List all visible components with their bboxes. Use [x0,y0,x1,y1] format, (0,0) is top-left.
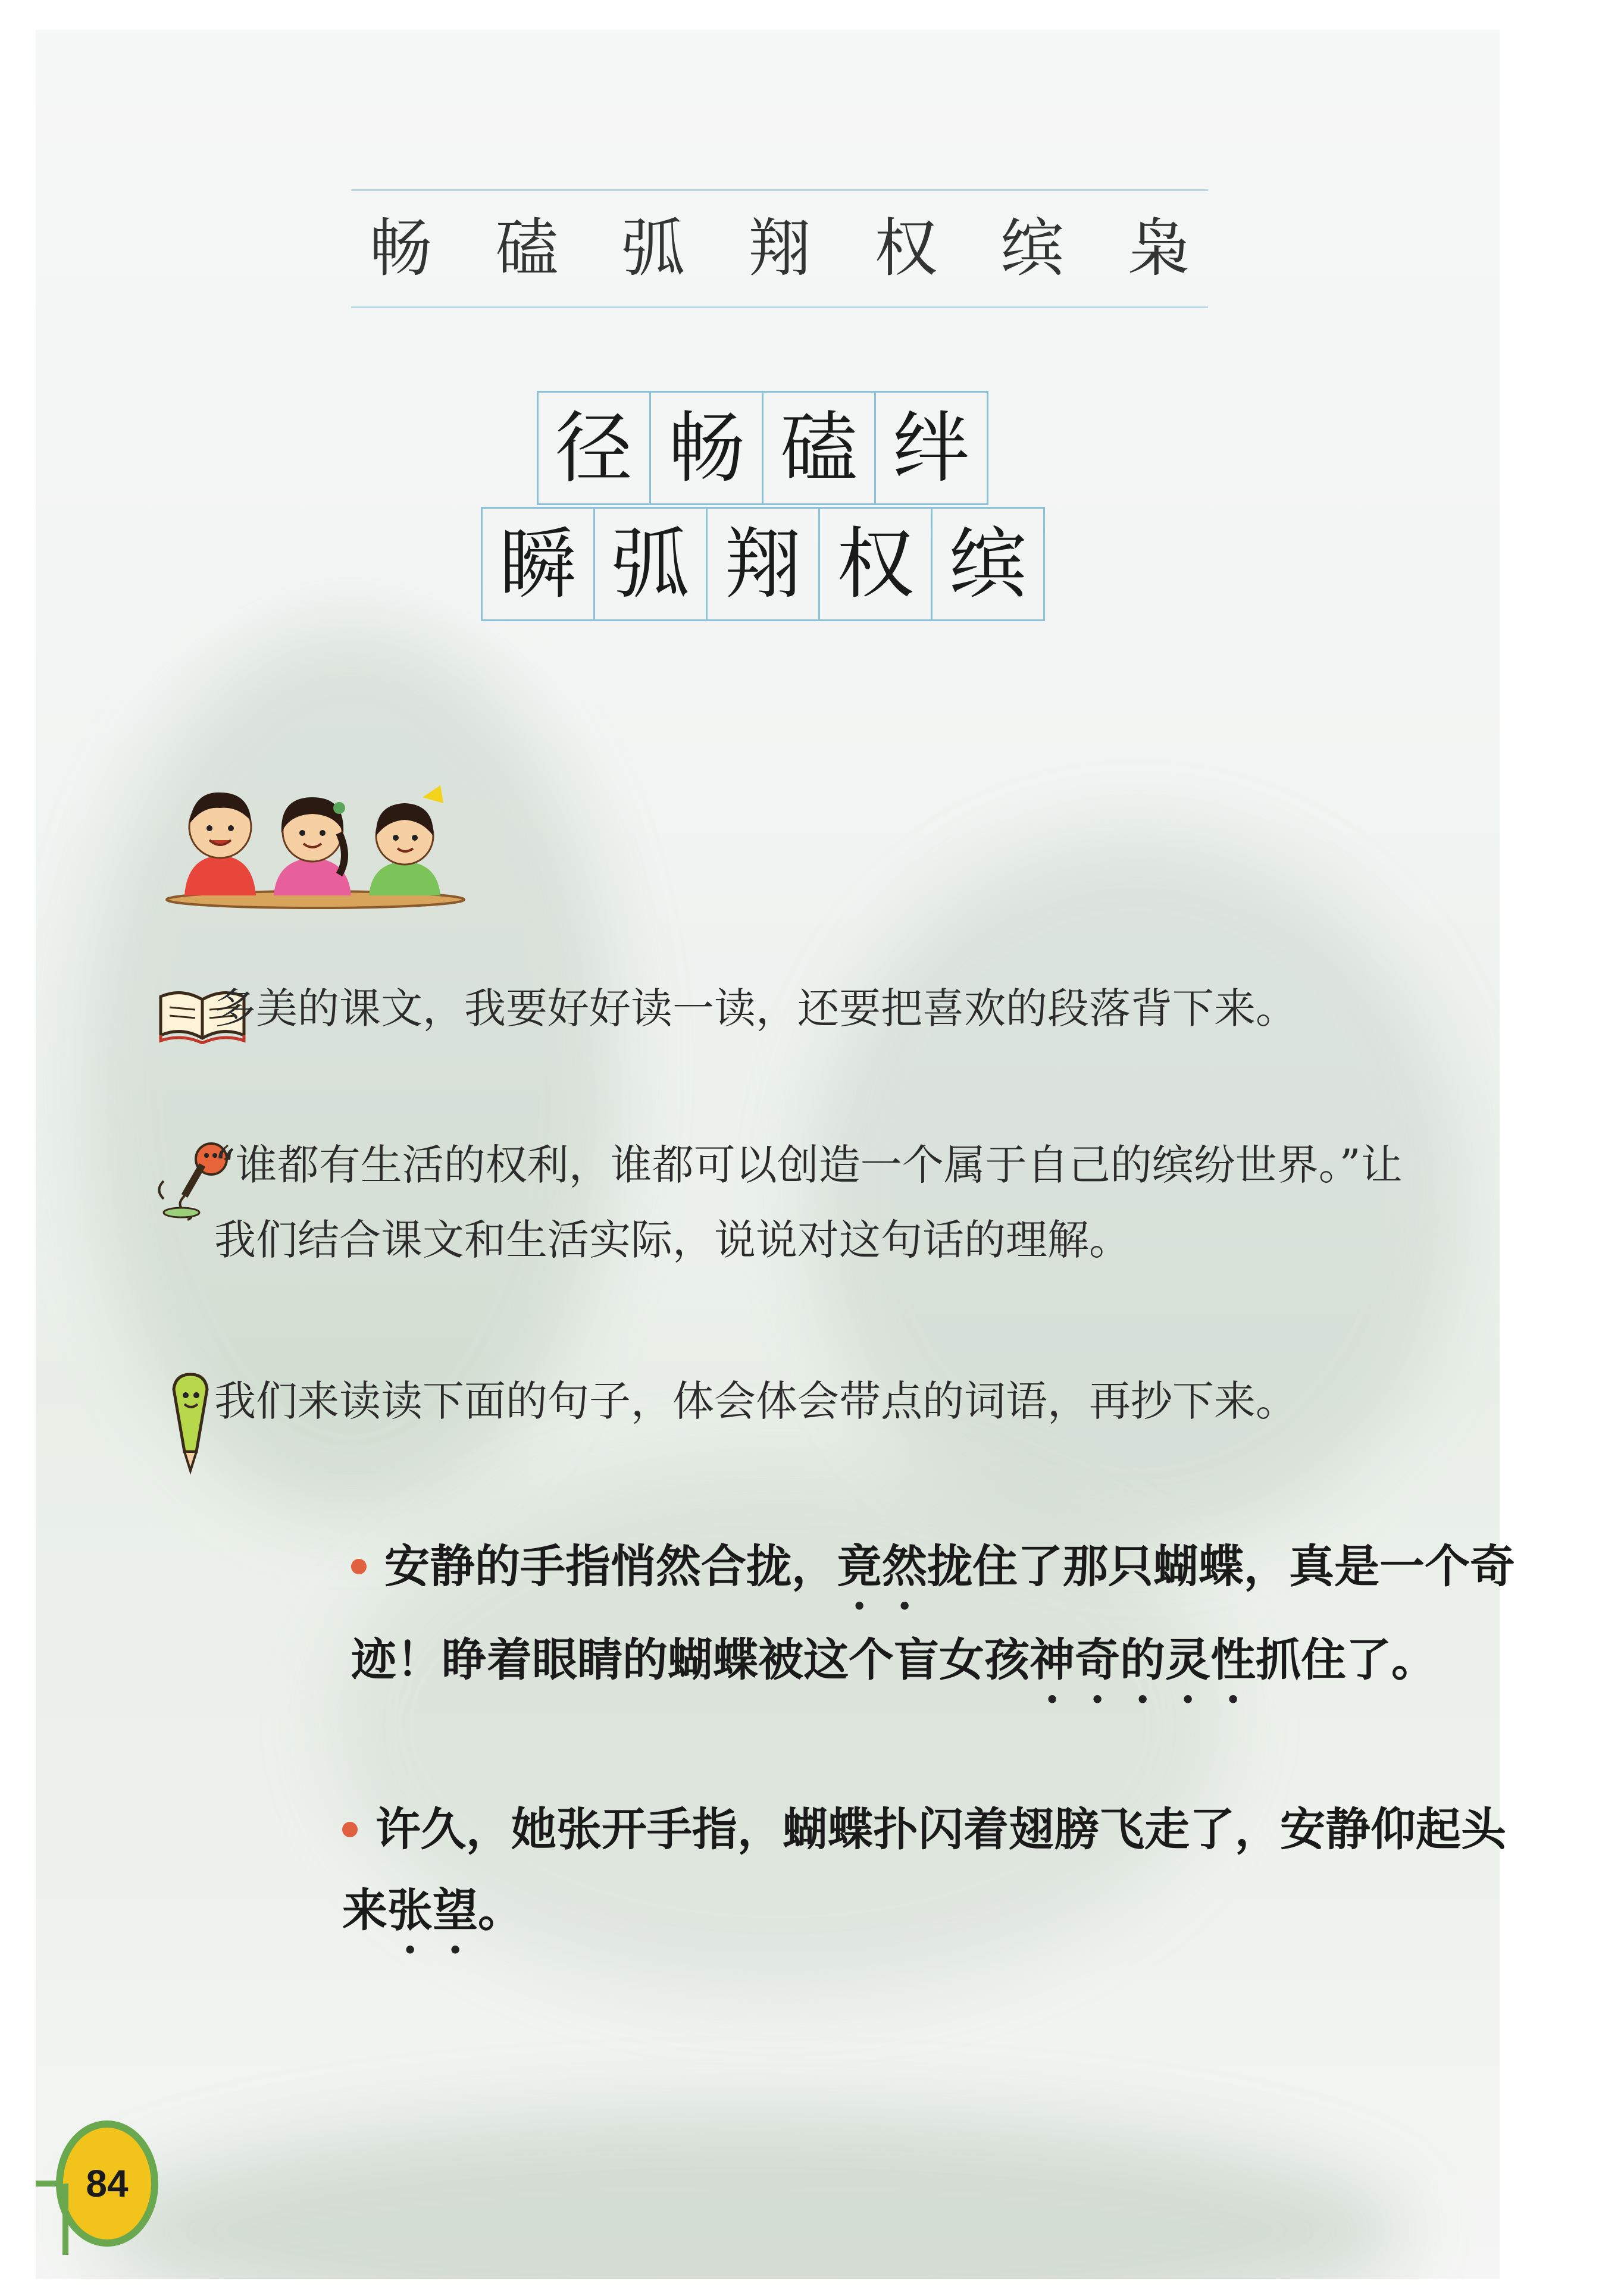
grid-character: 绊 [874,391,988,505]
trace-char: 权 [874,212,938,285]
character-grid-row [537,391,988,505]
grid-character: 畅 [649,391,764,505]
page-number-badge [36,2112,161,2255]
trace-characters-row [351,189,1208,308]
trace-char: 弧 [621,212,685,285]
trace-char: 畅 [369,212,432,285]
grid-character: 磕 [762,391,876,505]
instruction-read: 多美的课文，我要好好读一读，还要把喜欢的段落背下来。 [214,984,1297,1033]
trace-char: 翔 [747,212,811,285]
instruction-discuss: “谁都有生活的权利，谁都可以创造一个属于自己的缤纷世界。”让我们结合课文和生活实际，说说对这句话的理解。 [214,1141,1403,1264]
grid-character: 瞬 [481,507,595,621]
sentence-text: 许久，她张开手指，蝴蝶扑闪着翅膀飞走了，安静仰起头来 [342,1803,1506,1937]
example-sentence [244,1526,1529,1713]
bullet-dot [342,1822,358,1837]
sentence-text: 拢住了那只蝴蝶，真是一个奇迹！睁着眼睛的蝴蝶被这个盲女孩 [351,1540,1515,1686]
sentence-text: 抓住了。 [1256,1633,1437,1686]
trace-char: 枭 [1127,212,1190,285]
trace-char: 缤 [1000,212,1064,285]
sentence-text: 安静的手指悄然合拢， [384,1540,837,1593]
pencil-icon [161,1368,220,1476]
grid-character: 权 [818,507,933,621]
grid-character: 径 [537,391,651,505]
background-foliage [95,2112,1404,2279]
bullet-dot [351,1559,367,1574]
grid-character: 缤 [931,507,1045,621]
instruction-copy: 我们来读读下面的句子，体会体会带点的词语，再抄下来。 [214,1377,1297,1426]
trace-char: 磕 [495,212,559,285]
page-number: 84 [86,2162,129,2205]
grid-character: 弧 [593,507,708,621]
emphasized-word: 竟然 [837,1540,927,1593]
emphasized-word: 神奇的灵性 [1030,1633,1256,1686]
example-sentence [244,1789,1520,1963]
sentence-text: 。 [478,1884,523,1937]
character-grid-row [481,507,1045,621]
children-illustration [161,773,470,910]
grid-character: 翔 [706,507,820,621]
emphasized-word: 张望 [387,1884,478,1937]
